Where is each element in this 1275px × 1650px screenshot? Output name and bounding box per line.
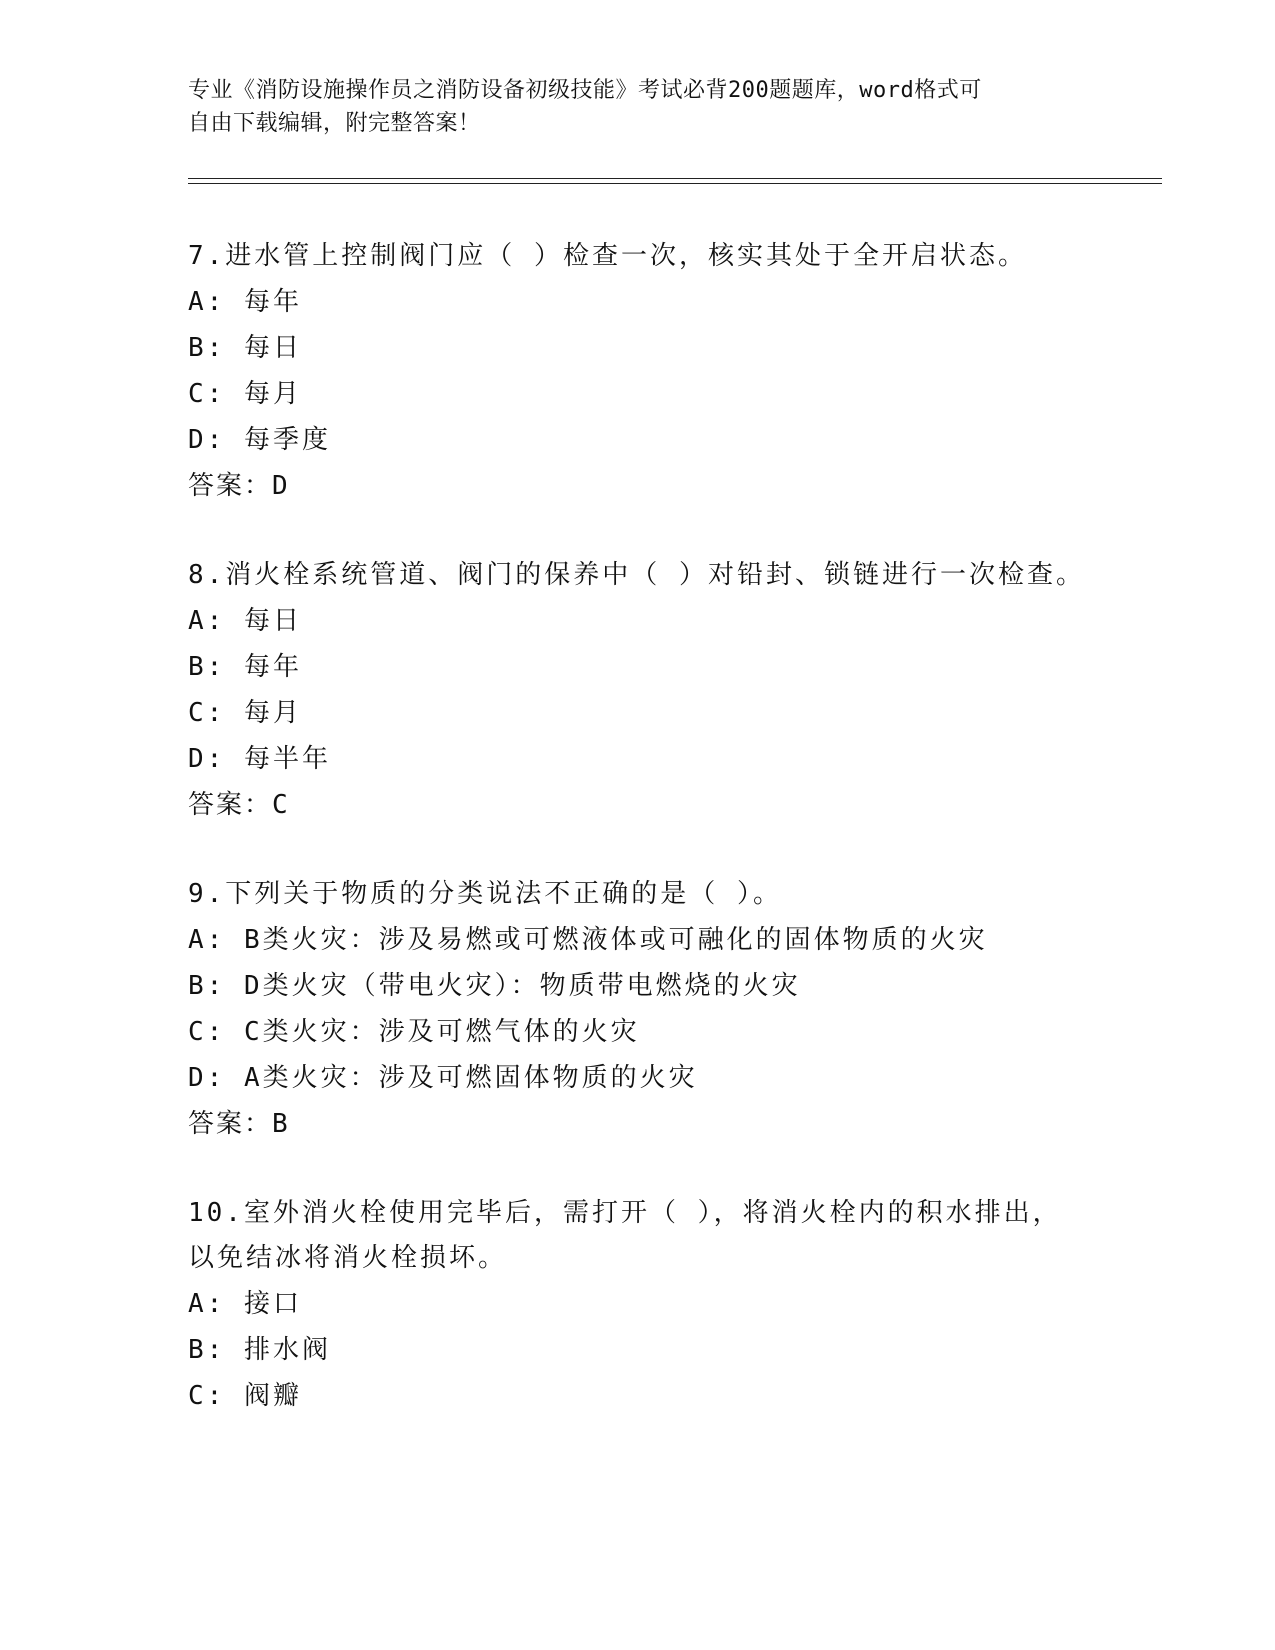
question-9 xyxy=(188,872,1088,1147)
option-text: 接口 xyxy=(243,1289,302,1319)
option-text: 阀瓣 xyxy=(243,1381,302,1411)
option-d xyxy=(188,417,1088,463)
option-d xyxy=(188,1055,1088,1101)
option-letter: B: xyxy=(188,1335,226,1365)
option-a xyxy=(188,917,1088,963)
option-text: 每日 xyxy=(243,333,302,363)
answer-line: 答案：B xyxy=(188,1109,290,1139)
option-letter: D: xyxy=(188,1063,226,1093)
option-letter: D: xyxy=(188,425,226,455)
option-c xyxy=(188,690,1088,736)
option-a xyxy=(188,598,1088,644)
option-letter: A: xyxy=(188,287,226,317)
option-letter: B: xyxy=(188,652,226,682)
option-a xyxy=(188,279,1088,325)
option-letter: D: xyxy=(188,744,226,774)
option-text: 每半年 xyxy=(243,744,331,774)
question-7 xyxy=(188,234,1088,509)
header-rule-top xyxy=(188,178,1162,179)
option-text: A类火灾：涉及可燃固体物质的火灾 xyxy=(243,1063,698,1093)
option-letter: C: xyxy=(188,1017,226,1047)
option-c xyxy=(188,371,1088,417)
option-letter: C: xyxy=(188,1381,226,1411)
document-header xyxy=(188,74,1088,140)
option-b xyxy=(188,644,1088,690)
option-b xyxy=(188,1327,1088,1373)
option-d xyxy=(188,736,1088,782)
option-text: B类火灾：涉及易燃或可燃液体或可融化的固体物质的火灾 xyxy=(243,925,988,955)
question-8 xyxy=(188,553,1088,828)
option-letter: B: xyxy=(188,333,226,363)
question-text: 9.下列关于物质的分类说法不正确的是（ ）。 xyxy=(188,879,782,909)
option-letter: A: xyxy=(188,1289,226,1319)
option-letter: C: xyxy=(188,379,226,409)
answer-line: 答案：D xyxy=(188,471,290,501)
option-text: 排水阀 xyxy=(243,1335,331,1365)
option-text: 每月 xyxy=(243,698,302,728)
option-c xyxy=(188,1373,1088,1419)
answer-line: 答案：C xyxy=(188,790,290,820)
option-letter: A: xyxy=(188,606,226,636)
option-c xyxy=(188,1009,1088,1055)
question-text: 7.进水管上控制阀门应（ ）检查一次，核实其处于全开启状态。 xyxy=(188,241,1027,271)
option-text: 每月 xyxy=(243,379,302,409)
question-text: 10.室外消火栓使用完毕后，需打开（ ），将消火栓内的积水排出，以免结冰将消火栓损坏。 xyxy=(188,1198,1062,1273)
option-b xyxy=(188,325,1088,371)
question-10 xyxy=(188,1191,1088,1419)
option-text: 每年 xyxy=(243,652,302,682)
option-letter: A: xyxy=(188,925,226,955)
header-line-2: 自由下载编辑，附完整答案！ xyxy=(188,111,481,136)
option-text: 每年 xyxy=(243,287,302,317)
option-b xyxy=(188,963,1088,1009)
header-rule-bottom xyxy=(188,183,1162,184)
option-text: D类火灾（带电火灾）：物质带电燃烧的火灾 xyxy=(243,971,801,1001)
option-letter: C: xyxy=(188,698,226,728)
option-a xyxy=(188,1281,1088,1327)
option-letter: B: xyxy=(188,971,226,1001)
question-text: 8.消火栓系统管道、阀门的保养中（ ）对铅封、锁链进行一次检查。 xyxy=(188,560,1085,590)
header-line-1: 专业《消防设施操作员之消防设备初级技能》考试必背200题题库，word格式可 xyxy=(188,78,982,103)
option-text: 每季度 xyxy=(243,425,331,455)
option-text: C类火灾：涉及可燃气体的火灾 xyxy=(243,1017,640,1047)
question-list xyxy=(188,234,1088,1463)
option-text: 每日 xyxy=(243,606,302,636)
